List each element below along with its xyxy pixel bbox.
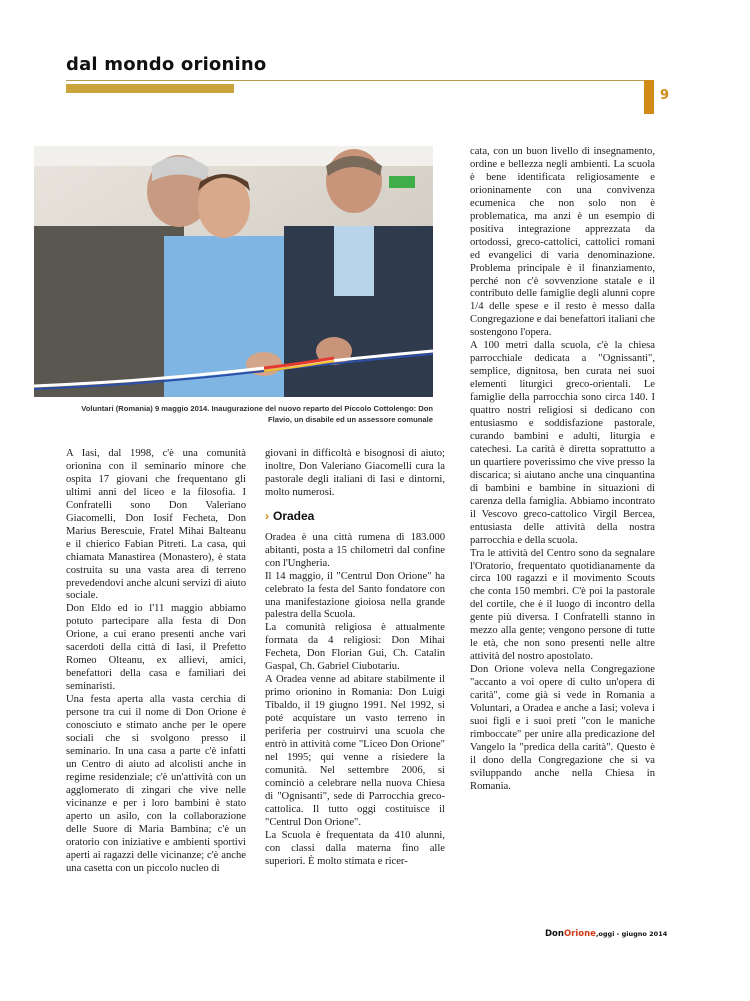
paragraph: giovani in difficoltà e bisognosi di aiuto; inoltre, Don Valeriano Giacomelli cura la pastorale degli italiani di Iasi e dintorni, molto numerosi. <box>265 448 445 498</box>
subheading-oradea <box>265 510 445 523</box>
ribbon-cutting-photo <box>34 146 433 397</box>
paragraph: A Iasi, dal 1998, c'è una comunità orionina con il seminario minore che ospita 17 giovani che frequentano gli ultimi anni del liceo e la filosofia. I Confratelli sono Don Valeriano Giacomelli, Don Iosif Fecheta, Don Marius Berescuie, Fratel Mihai Balteanu e il chierico Fabian Pitreti. La casa, qui chiamata Manastirea (Monastero), è stata costruita su una vasta area di terreno prevedendovi anche alcuni servizi di aiuto sociale. <box>66 448 246 602</box>
article-column-1 <box>66 448 246 875</box>
page-tab-marker <box>644 80 654 114</box>
section-title: dal mondo orionino <box>66 54 267 75</box>
header-rule <box>66 80 644 81</box>
paragraph: Don Eldo ed io l'11 maggio abbiamo potuto partecipare alla festa di Don Orione, a cui erano presenti anche vari sacerdoti della città di Iasi, il Prefetto Romeo Olteanu, ex allievi, amici, benefattori della casa e familiari dei seminaristi. <box>66 603 246 693</box>
paragraph: Il 14 maggio, il "Centrul Don Orione" ha celebrato la festa del Santo fondatore con una manifestazione gioiosa nella grande palestra della Scuola. <box>265 570 445 621</box>
paragraph: Una festa aperta alla vasta cerchia di persone tra cui il nome di Don Orione è conosciuto e stimato anche per le opere sociali che si svolgono presso il seminario. In una casa a parte c'è infatti un Centro di aiuto ad alcolisti anche in regime residenziale; c'è un'attività con un agglomerato di zingari che vive nelle vicinanze e per i loro bambini è stato aperto un asilo, con la collaborazione delle Suore di Maria Bambina; c'è un oratorio con iniziative e ambienti sportivi aperti ai ragazzi delle vicinanze; c'è anche una casetta con un piccolo nucleo di <box>66 694 246 874</box>
subheading-text: Oradea <box>273 508 315 523</box>
footer-brand-don: Don <box>545 929 564 939</box>
chevron-right-icon: › <box>265 508 269 523</box>
paragraph: La Scuola è frequentata da 410 alunni, con classi dalla materna fino alle superiori. È molto stimata e ricer- <box>265 829 445 867</box>
header-accent-bar <box>66 84 234 93</box>
article-column-2 <box>265 448 445 869</box>
article-column-3 <box>470 146 655 794</box>
page-number: 9 <box>660 88 670 103</box>
photo-caption: Voluntari (Romania) 9 maggio 2014. Inaugurazione del nuovo reparto del Piccolo Cottolengo: Don Flavio, un disabile ed un assessore comunale <box>81 404 433 424</box>
footer-brand-orione: Orione <box>563 929 596 939</box>
paragraph: Tra le attività del Centro sono da segnalare l'Oratorio, frequentato quotidianamente da circa 100 ragazzi e il movimento Scouts che conta 150 membri. C'è poi la pastorale del cortile, che è il luogo di incontro della gente più diversa. I Confratelli stanno in mezzo alla gente; vengono persone di tutte le età, che non sono presenti nelle altre attività del nostro apostolato. <box>470 547 655 663</box>
footer-masthead <box>545 929 667 939</box>
footer-issue: ,oggi - giugno 2014 <box>595 930 668 938</box>
paragraph: La comunità religiosa è attualmente formata da 4 religiosi: Don Mihai Fecheta, Don Florian Gui, Ch. Catalin Gaspal, Ch. Gabriel Ciubotariu. <box>265 622 445 673</box>
paragraph: A 100 metri dalla scuola, c'è la chiesa parrocchiale dedicata a "Ognissanti", semplice, dignitosa, ben curata nei suoi elementi liturgici greco-orientali. Le famiglie della parrocchia sono circa 140. I quattro nostri religiosi si dedicano con entusiasmo e soddisfazione pastorale, curando bambini e adulti, liturgia e catechesi. La carità è diretta soprattutto a un quartiere poverissimo che vive presso la discarica; si aiutano anche una cinquantina di bambini e bambine in situazioni di carenza della famiglia. Abbiamo incontrato il Vescovo greco-cattolico Virgil Bercea, entusiasta delle attività della nostra parrocchia e della scuola. <box>470 340 655 546</box>
paragraph: Oradea è una città rumena di 183.000 abitanti, posta a 15 chilometri dal confine con l'Ungheria. <box>265 531 445 569</box>
paragraph: A Oradea venne ad abitare stabilmente il primo orionino in Romania: Don Luigi Tibaldo, il 19 giugno 1991. Nel 1992, si poté acquistare un vasto terreno in periferia per costruirvi una scuola che entrò in attività come "Liceo Don Orione" nel 1995; qui venne a risiedere la comunità. Nel settembre 2006, si cominciò a celebrare nella nuova Chiesa di "Ognisanti", sede di Parrocchia greco-cattolica. Il tutto oggi costituisce il "Centrul Don Orione". <box>265 674 445 828</box>
paragraph: cata, con un buon livello di insegnamento, ordine e bellezza negli ambienti. La scuola è bene identificata religiosamente e orioninamente con una convivenza ecumenica che non solo non è problematica, ma anzi è un esempio di positiva integrazione apprezzata da ortodossi, greco-cattolici, cattolici romani ed evangelici di varia denominazione. Problema principale è il finanziamento, perché non c'è sovvenzione statale e il contributo delle famiglie degli alunni copre 1/4 delle spese e il resto è messo dalla Congregazione e dai benefattori italiani che sostengono l'opera. <box>470 146 656 339</box>
paragraph: Don Orione voleva nella Congregazione "accanto a voi opere di culto un'opera di carità", come già si vede in Romania a Voluntari, a Oradea e anche a Iasi; voleva i suoi figli e i suoi preti "con le maniche rimboccate" per unire alla predicazione del Vangelo la "predica della carità". Questo è il dono della Congregazione che si va sviluppando anche nella Chiesa in Romania. <box>470 664 655 792</box>
